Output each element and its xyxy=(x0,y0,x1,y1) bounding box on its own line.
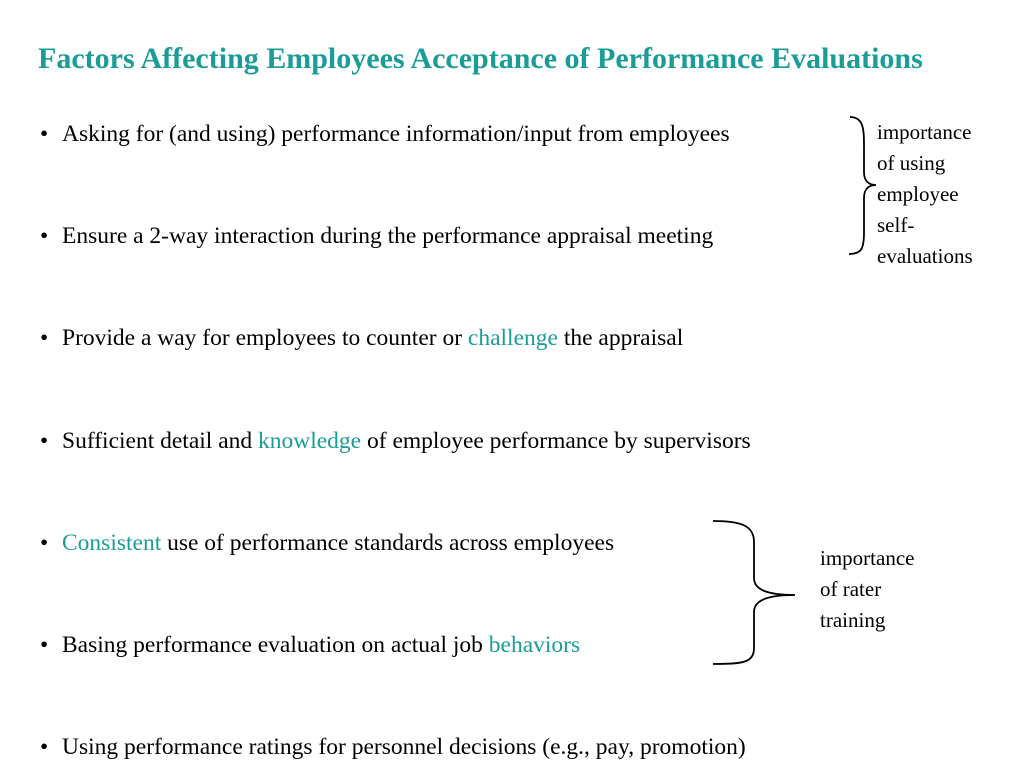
bullet-glyph: • xyxy=(40,530,49,556)
note-line: evaluations xyxy=(877,244,973,268)
bullet-text: Provide a way for employees to counter or xyxy=(62,325,468,351)
highlight-word-challenge: challenge xyxy=(467,325,558,351)
bullet-text: Sufficient detail and xyxy=(62,428,258,454)
bullet-glyph: • xyxy=(40,325,49,351)
bullet-glyph: • xyxy=(40,632,49,658)
note-line: employee xyxy=(877,182,959,206)
highlight-word-consistent: Consistent xyxy=(62,530,162,556)
note-line: importance xyxy=(820,546,915,570)
bullet-item-1 xyxy=(40,120,730,148)
bullet-text-rest: use of performance standards across employees xyxy=(161,530,615,556)
bullet-item-2 xyxy=(40,222,713,250)
brace-rater-training xyxy=(713,521,795,664)
note-self-evaluations xyxy=(877,117,973,272)
bullet-item-7 xyxy=(40,733,746,761)
bullet-text: Ensure a 2-way interaction during the performance appraisal meeting xyxy=(62,223,714,249)
note-line: self- xyxy=(877,213,915,237)
bullet-text-rest: the appraisal xyxy=(557,325,684,351)
highlight-word-knowledge: knowledge xyxy=(258,428,362,454)
highlight-word-behaviors: behaviors xyxy=(488,632,581,658)
bullet-item-6 xyxy=(40,631,580,659)
note-line: of using xyxy=(877,151,946,175)
bullet-item-5 xyxy=(40,529,614,557)
bullet-text-rest: of employee performance by supervisors xyxy=(361,428,751,454)
note-line: of rater xyxy=(820,577,882,601)
bullet-text: Asking for (and using) performance information/input from employees xyxy=(62,121,730,147)
bullet-text: Basing performance evaluation on actual job xyxy=(62,632,489,658)
brace-self-evaluations xyxy=(849,117,876,254)
note-line: training xyxy=(820,608,886,632)
bullet-glyph: • xyxy=(40,223,49,249)
bullet-item-3 xyxy=(40,324,683,352)
bullet-item-4 xyxy=(40,427,751,455)
bullet-glyph: • xyxy=(40,428,49,454)
bullet-glyph: • xyxy=(40,734,49,760)
bullet-glyph: • xyxy=(40,121,49,147)
note-rater-training xyxy=(820,543,914,636)
bullet-text: Using performance ratings for personnel decisions (e.g., pay, promotion) xyxy=(62,734,746,760)
note-line: importance xyxy=(877,120,972,144)
slide-title: Factors Affecting Employees Acceptance of Performance Evaluations xyxy=(38,42,923,75)
